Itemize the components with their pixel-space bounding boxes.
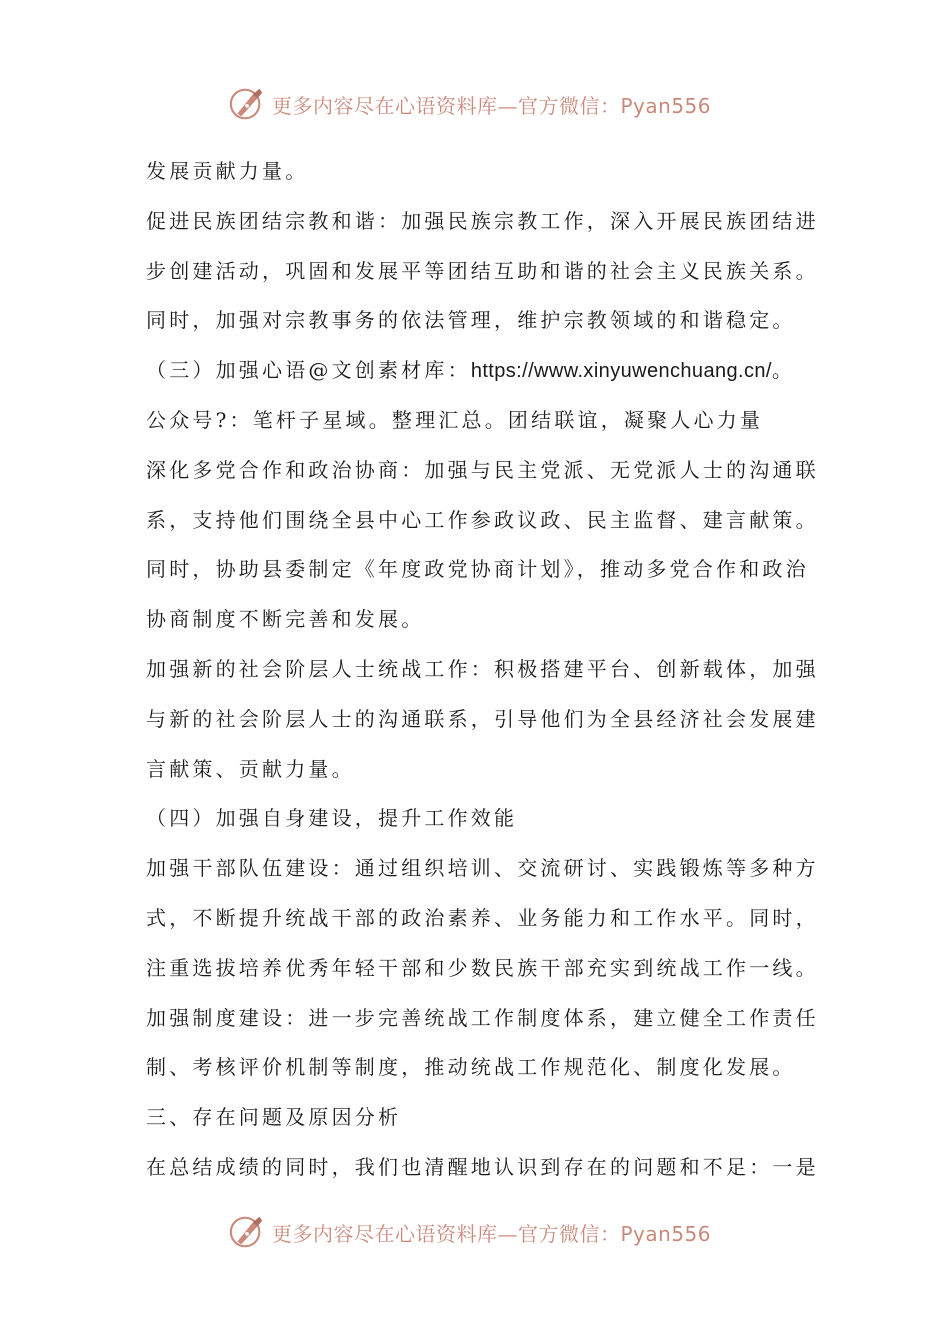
text-line: 发展贡献力量。 [146, 159, 309, 183]
banner-text: 更多内容尽在心语资料库—官方微信：Pyan556 [272, 1221, 712, 1246]
banner-text: 更多内容尽在心语资料库—官方微信：Pyan556 [272, 93, 712, 118]
text-line: 加强制度建设：进一步完善统战工作制度体系，建立健全工作责任 [146, 1005, 819, 1030]
document-body [146, 147, 819, 1193]
heading-suffix: 。 [771, 358, 796, 383]
banner-wechat-id: Pyan556 [620, 93, 712, 118]
text-line: 深化多党合作和政治协商：加强与民主党派、无党派人士的沟通联 [146, 457, 819, 482]
banner-wechat-id: Pyan556 [620, 1221, 712, 1246]
heading-prefix: （三）加强心语@文创素材库： [146, 358, 471, 383]
section-heading-three [146, 346, 811, 396]
section-heading-problems: 三、存在问题及原因分析 [146, 1105, 402, 1130]
text-line: 注重选拔培养优秀年轻干部和少数民族干部充实到统战工作一线。 [146, 955, 819, 980]
text-line: 促进民族团结宗教和谐：加强民族宗教工作，深入开展民族团结进 [146, 208, 819, 233]
text-line: 步创建活动，巩固和发展平等团结互助和谐的社会主义民族关系。 [146, 258, 819, 283]
text-line: 协商制度不断完善和发展。 [146, 607, 425, 632]
text-line: 言献策、贡献力量。 [146, 756, 355, 781]
header-watermark-banner [228, 84, 711, 124]
text-line: 式，不断提升统战干部的政治素养、业务能力和工作水平。同时， [146, 905, 819, 930]
text-line: 制、考核评价机制等制度，推动统战工作规范化、制度化发展。 [146, 1055, 796, 1080]
text-line: 同时，协助县委制定《年度政党协商计划》，推动多党合作和政治 [146, 557, 809, 582]
text-line: 同时，加强对宗教事务的依法管理，维护宗教领域的和谐稳定。 [146, 308, 796, 333]
text-line: 系，支持他们围绕全县中心工作参政议政、民主监督、建言献策。 [146, 507, 819, 532]
text-line: 加强新的社会阶层人士统战工作：积极搭建平台、创新载体，加强 [146, 656, 819, 681]
site-url-link[interactable]: https://www.xinyuwenchuang.cn/ [470, 360, 772, 383]
text-line: 在总结成绩的同时，我们也清醒地认识到存在的问题和不足：一是 [146, 1154, 819, 1179]
pen-nib-logo-icon [228, 85, 266, 123]
pen-nib-logo-icon [228, 1213, 266, 1251]
section-heading-four: （四）加强自身建设，提升工作效能 [146, 806, 518, 831]
text-line: 与新的社会阶层人士的沟通联系，引导他们为全县经济社会发展建 [146, 706, 819, 731]
text-line: 加强干部队伍建设：通过组织培训、交流研讨、实践锻炼等多种方 [146, 856, 819, 881]
text-line: 公众号?：笔杆子星域。整理汇总。团结联谊，凝聚人心力量 [146, 407, 764, 432]
footer-watermark-banner [228, 1212, 711, 1252]
